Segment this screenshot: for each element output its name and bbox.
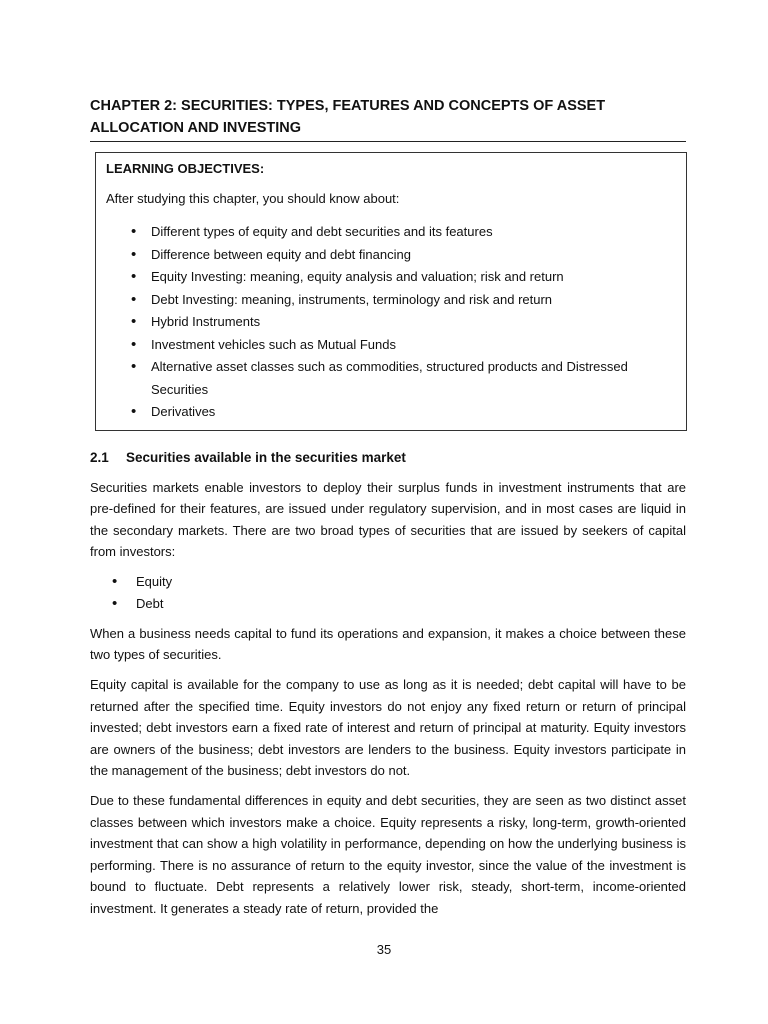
objective-item: • Different types of equity and debt securities and its features (106, 221, 676, 244)
section-number: 2.1 (90, 449, 109, 465)
objectives-list (106, 221, 676, 424)
objectives-heading: LEARNING OBJECTIVES: (106, 161, 265, 176)
objective-item: • Equity Investing: meaning, equity analysis and valuation; risk and return (106, 266, 676, 289)
objective-item: • Hybrid Instruments (106, 311, 676, 334)
objective-item: • Difference between equity and debt financing (106, 244, 676, 267)
objective-item: • Investment vehicles such as Mutual Funds (106, 334, 676, 357)
chapter-title: CHAPTER 2: SECURITIES: TYPES, FEATURES AND CONCEPTS OF ASSET ALLOCATION AND INVESTING (90, 95, 686, 142)
security-type-item: • Equity (90, 571, 686, 593)
page-number: 35 (376, 942, 392, 957)
section-title: Securities available in the securities market (126, 449, 406, 465)
security-types-list (90, 571, 686, 615)
learning-objectives-box (95, 152, 687, 431)
objectives-intro: After studying this chapter, you should know about: (106, 191, 400, 206)
section-heading (90, 449, 686, 467)
paragraph: When a business needs capital to fund its operations and expansion, it makes a choice between these two types of securities. (90, 625, 686, 663)
objective-item: • Derivatives (106, 401, 676, 424)
security-type-item: • Debt (90, 593, 686, 615)
page-content (90, 95, 686, 928)
paragraph: Due to these fundamental differences in equity and debt securities, they are seen as two distinct asset classes between which investors make a choice. Equity represents a risky, long-term, growth-oriented investment that can show a high volatility in performance, depending on how the underlying business is performing. There is no assurance of return to the equity investor, since the value of the investment is bound to fluctuate. Debt represents a relatively lower risk, steady, short-term, income-oriented investment. It generates a steady rate of return, provided the (90, 793, 686, 916)
paragraph: Equity capital is available for the company to use as long as it is needed; debt capital will have to be returned after the specified time. Equity investors do not enjoy any fixed return or return of principal invested; debt investors earn a fixed rate of interest and return of principal at maturity. Equity investors are owners of the business; debt investors are lenders to the business. Equity investors participate in the management of the business; debt investors do not. (90, 677, 686, 779)
paragraph: Securities markets enable investors to deploy their surplus funds in investment instruments that are pre-defined for their features, are issued under regulatory supervision, and in most cases are liquid in the secondary markets. There are two broad types of securities that are issued by seekers of capital from investors: (90, 479, 686, 560)
objective-item: • Alternative asset classes such as commodities, structured products and Distressed Securities (106, 356, 676, 401)
objective-item: • Debt Investing: meaning, instruments, terminology and risk and return (106, 289, 676, 312)
